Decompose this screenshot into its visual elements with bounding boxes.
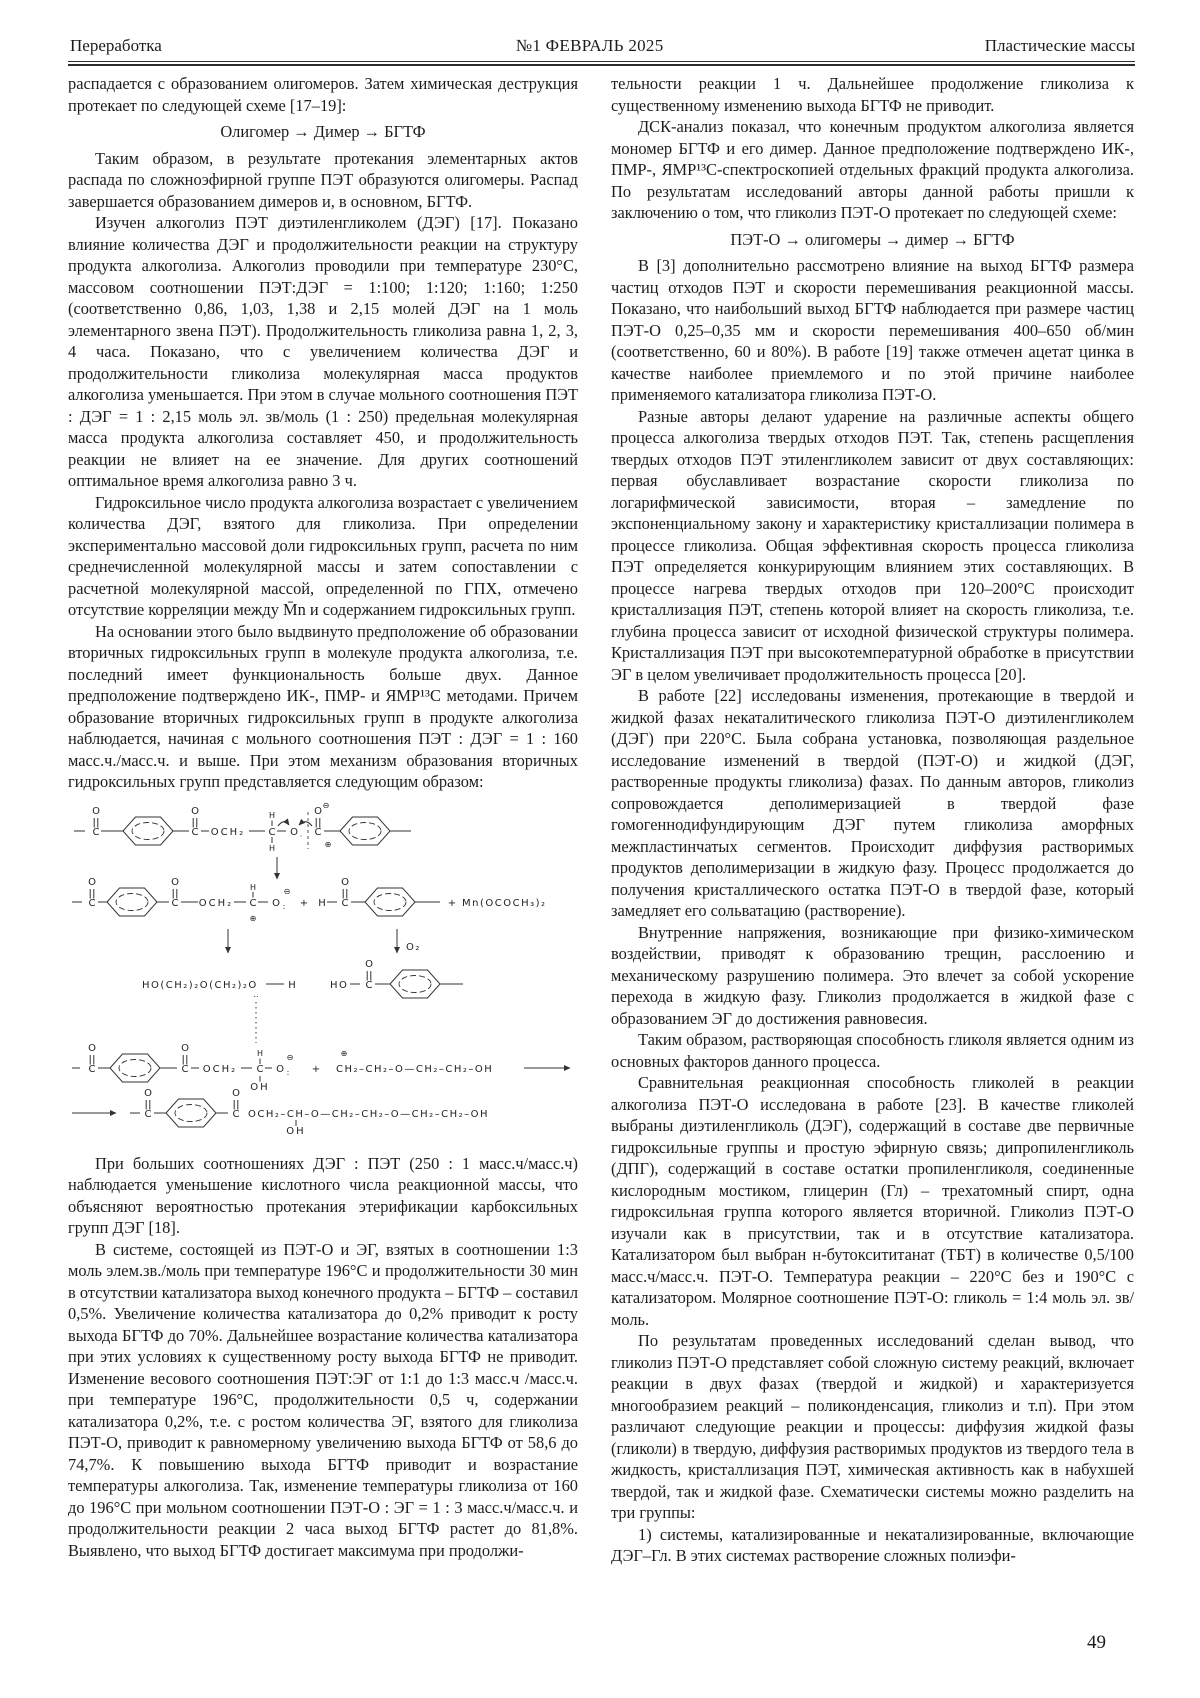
svg-text:H: H: [288, 979, 296, 991]
page-header: [68, 36, 1135, 58]
two-column-body: [68, 73, 1135, 1567]
svg-text::: :: [282, 901, 286, 911]
svg-text:HO(CH₂)₂O(CH₂)₂O: HO(CH₂)₂O(CH₂)₂O: [142, 979, 258, 991]
svg-text:C: C: [341, 897, 349, 909]
svg-text:C: C: [191, 826, 199, 838]
svg-text:⊖: ⊖: [283, 886, 291, 896]
svg-text:⊖: ⊖: [286, 1052, 294, 1062]
svg-text:OCH₂: OCH₂: [198, 897, 234, 909]
svg-text:C: C: [249, 897, 257, 909]
paragraph: В системе, состоящей из ПЭТ-О и ЭГ, взятых в соотношении 1:3 моль элем.зв./моль при температуре 196°С и продолжительности 30 мин в отсутствии катализатора выход конечного продукта – БГТФ – составил 0,5%. Увеличение количества катализатора до 0,2% приводит к росту выхода БГТФ до 70%. Дальнейшее возрастание количества катализатора при этих условиях к существенному росту выхода БГТФ не приводит. Изменение весового соотношения ПЭТ:ЭГ от 1:1 до 1:3 масс.ч /масс.ч. при температуре 196°С, продолжительности 0,5 ч, содержании катализатора 0,2%, т.е. с ростом количества ЭГ, взятого для гликолиза ПЭТ-О, приводит к равномерному увеличению выхода БГТФ от 58,6 до 74,7%. К повышению выхода БГТФ приводит и возрастание температуры алкоголиза. Так, изменение температуры гликолиза от 160 до 196°С при мольном соотношении ПЭТ-О : ЭГ = 1 : 3 масс.ч/масс.ч. и продолжительности реакции 2 часа выход БГТФ растет до 81,8%. Выявлено, что выход БГТФ достигает максимума при продолжи-: [68, 1239, 578, 1560]
svg-text:+: +: [311, 1063, 321, 1075]
paragraph: 1) системы, катализированные и некатализированные, включающие ДЭГ–Гл. В этих системах растворение сложных полиэфи-: [611, 1524, 1134, 1565]
paragraph: При больших соотношениях ДЭГ : ПЭТ (250 : 1 масс.ч/масс.ч) наблюдается уменьшение кислотного числа реакционной массы, что объясняют вероятностью протекания этерификации карбоксильных групп ДЭГ [18].: [68, 1153, 578, 1237]
paragraph: В [3] дополнительно рассмотрено влияние на выход БГТФ размера частиц отходов ПЭТ и скорости перемешивания реакционной массы. Показано, что наибольший выход БГТФ наблюдается при размере частиц ПЭТ-О 0,25–0,35 мм и скорости перемешивания 400–650 об/мин (соответственно, 60 и 80%). В работе [19] также отмечен ацетат цинка в качестве наиболее приемлемого и по этой причине наиболее применяемого катализатора гликолиза ПЭТ-О.: [611, 256, 1134, 404]
svg-text:HO: HO: [330, 979, 349, 991]
svg-text:OCH₂–CH–O—CH₂–CH₂–O—CH₂–CH₂–OH: OCH₂–CH–O—CH₂–CH₂–O—CH₂–CH₂–OH: [248, 1108, 490, 1120]
benzene-rings: [107, 817, 440, 1127]
svg-text:C: C: [256, 1063, 264, 1075]
paragraph: На основании этого было выдвинуто предположение об образовании вторичных гидроксильных групп в молекуле продукта алкоголиза, т.е. последний имеет функциональность больше двух. Данное предположение подтверждено ИК-, ПМР- и ЯМР¹³С методами. Причем образование вторичных гидроксильных групп в продукте алкоголиза наблюдается, начиная с мольного соотношения ПЭТ : ДЭГ = 1 : 160 масс.ч./масс.ч. и выше. При этом механизм образования вторичных гидроксильных групп представляется следующим образом:: [68, 621, 578, 791]
svg-text::: :: [286, 1067, 290, 1077]
svg-text:C: C: [88, 1063, 96, 1075]
svg-text:C: C: [181, 1063, 189, 1075]
svg-text:H: H: [318, 897, 326, 909]
reaction-scheme-text: Олигомер → Димер → БГТФ: [220, 122, 426, 141]
reaction-scheme-svg: [68, 799, 583, 1144]
svg-text:·: ·: [299, 831, 303, 841]
svg-text:O: O: [181, 1042, 189, 1054]
svg-text:⊖: ⊖: [322, 800, 330, 810]
right-column: [611, 73, 1134, 1567]
paragraph: По результатам проведенных исследований сделан вывод, что гликолиз ПЭТ-О представляет собой сложную систему реакций, включает реакции в двух фазах (твердой и жидкой) и характеризуется многообразием реакций – поликонденсация, гликолиз и т.п). При этом различают следующие реакции и процессы: диффузия жидкой фазы (гликоли) в твердую, диффузия растворимых продуктов из твердого тела в жидкость, кристаллизация ПЭТ, химическая активность как в набухшей твердой, так и жидкой фазе. Схематически системы можно разделить на три группы:: [611, 1331, 1134, 1522]
svg-text:OH: OH: [250, 1081, 270, 1093]
header-issue: №1 ФЕВРАЛЬ 2025: [515, 36, 664, 55]
header-rule: [68, 61, 1135, 66]
svg-text:⊕: ⊕: [340, 1048, 348, 1058]
svg-text:H: H: [268, 843, 276, 853]
paragraph: В работе [22] исследованы изменения, протекающие в твердой и жидкой фазах некаталитического гликолиза ПЭТ-О диэтиленгликолем (ДЭГ) при 220°С. Была собрана установка, позволяющая раздельное исследование изменений в твердой (ПЭТ-О) и жидкой (ДЭГ, растворенные продукты гликолиза) фазах. По данным авторов, гликолиз сопровождается деполимеризацией в твердой фазе гомогеннодифундирующим ДЭГ путем гликолиза аморфных межпластинчатых сегментов. Происходит диффузия растворимых продуктов деполимеризации в жидкую фазу. Процесс продолжается до получения кристаллического остатка ПЭТ-О в твердой фазе, который замедляет его сольватацию (растворение).: [611, 686, 1134, 920]
svg-text:C: C: [365, 979, 373, 991]
paragraph: тельности реакции 1 ч. Дальнейшее продолжение гликолиза к существенному изменению выхода БГТФ не приводит.: [611, 74, 1134, 115]
svg-text:‥: ‥: [253, 989, 259, 999]
bonds: [72, 812, 570, 1126]
header-journal-title: Пластические массы: [984, 36, 1135, 55]
svg-text:C: C: [88, 897, 96, 909]
svg-text:C: C: [314, 826, 322, 838]
header-section-title: Переработка: [70, 36, 162, 55]
svg-text:⊕: ⊕: [324, 839, 332, 849]
svg-text:Mn(OCOCH₃)₂: Mn(OCOCH₃)₂: [462, 897, 547, 909]
svg-text:OCH₂: OCH₂: [202, 1063, 238, 1075]
svg-text:H: H: [249, 882, 257, 892]
svg-text:C: C: [144, 1108, 152, 1120]
page-number: 49: [1087, 1632, 1106, 1653]
svg-text:OH: OH: [286, 1125, 306, 1137]
svg-text:C: C: [268, 826, 276, 838]
svg-text:O: O: [144, 1087, 152, 1099]
svg-text:⊕: ⊕: [249, 913, 257, 923]
paragraph: Сравнительная реакционная способность гликолей в реакции алкоголиза ПЭТ-О исследована в работе [23]. В качестве гликолей выбраны диэтиленгликоль (ДЭГ), содержащий в составе две первичные гидроксильные группы и простую эфирную связь; дипропиленгликоль (ДПГ), содержащий в составе остатки пропиленгликоля, соединенные кислородным мостиком, глицерин (Гл) – трехатомный спирт, одна гидроксильная группа которого является вторичной. Гликолиз ПЭТ-О изучали как в присутствии, так и в отсутствие катализатора. Катализатором был выбран н-бутоксититанат (ТБТ) в количестве 0,5/100 масс.ч/масс.ч. ПЭТ-О. Температура реакции – 220°С без и 190°С с катализатором. Молярное соотношение ПЭТ-О: гликоль = 1:4 моль эл. зв/моль.: [611, 1073, 1134, 1329]
paragraph: Разные авторы делают ударение на различные аспекты общего процесса алкоголиза твердых отходов ПЭТ. Так, степень расщепления твердых отходов ПЭТ этиленгликолем зависит от двух составляющих: первая обуславливает возрастание скорости гликолиза по логарифмической зависимости, вторая – замедление по экспоненциальному закону и характеристику кристаллизации полимера в процессе гликолиза. Общая эффективная скорость процесса гликолиза ПЭТ определяется конкурирующим влиянием этих составляющих. В процессе нагрева твердых отходов при 120–200°С происходит кристаллизация ПЭТ, степень которой влияет на скорость гликолиза, т.е. глубина процесса зависит от исходной физической структуры полимера. Кристаллизация ПЭТ при высокотемпературной обработке в присутствии ЭГ в целом увеличивает продолжительность процесса [20].: [611, 406, 1134, 684]
svg-text:O: O: [276, 1063, 284, 1075]
paragraph: Таким образом, растворяющая способность гликоля является одним из основных факторов данного процесса.: [611, 1030, 1134, 1071]
svg-text:O: O: [290, 826, 298, 838]
paragraph: Изучен алкоголиз ПЭТ диэтиленгликолем (ДЭГ) [17]. Показано влияние количества ДЭГ и продолжительности реакции на структуру продукта алкоголиза. Алкоголиз проводили при температуре 230°С, массовом соотношении ПЭТ:ДЭГ = 1:100; 1:120; 1:160; 1:250 (соответственно 0,86, 1,03, 1,38 и 2,15 молей ДЭГ на 1 моль элементарного звена ПЭТ). Продолжительность гликолиза равна 1, 2, 3, 4 часа. Показано, что с увеличением количества ДЭГ и продолжительности гликолиза молекулярная масса продуктов алкоголиза уменьшается. При этом в случае мольного соотношения ПЭТ : ДЭГ = 1 : 2,15 моль эл. зв/моль (1 : 250) предельная молекулярная масса продукта алкоголиза составляет 450, и продолжительность реакции не влияет на ее значение. Для других соотношений оптимальное время алкоголиза равно 3 ч.: [68, 213, 578, 490]
svg-text:C: C: [92, 826, 100, 838]
svg-text:O: O: [88, 1042, 96, 1054]
paragraph: ДСК-анализ показал, что конечным продуктом алкоголиза является мономер БГТФ и его димер. Данное предположение подтверждено ИК-, ПМР-, ЯМР¹³С-спектроскопией отдельных фракций продукта алкоголиза. По результатам исследований авторы данной работы пришли к заключению о том, что гликолиз ПЭТ-О протекает по следующей схеме:: [611, 117, 1134, 222]
svg-text:+: +: [447, 897, 457, 909]
paragraph: Гидроксильное число продукта алкоголиза возрастает с увеличением количества ДЭГ, взятого для гликолиза. При определении экспериментально массовой доли гидроксильных групп, расчета по ним среднечисленной молекулярной массы и затем сопоставлении с расчетной молекулярной массой, определенной по ГПХ, отмечено отсутствие корреляции между M̄n и содержанием гидроксильных групп.: [68, 492, 578, 619]
paragraph: Внутренние напряжения, возникающие при физико-химическом воздействии, приводят к образованию трещин, расслоению и механическому разрушению полимера. Это влечет за собой ускорение перехода в жидкую фазу. Гликолиз продолжается в жидкой фазе с образованием ЭГ до достижения равновесия.: [611, 922, 1134, 1028]
svg-text:O: O: [341, 876, 349, 888]
svg-text:O: O: [88, 876, 96, 888]
chemical-mechanism-diagram: [68, 799, 578, 1149]
left-column: [68, 73, 578, 1567]
svg-text:H: H: [268, 810, 276, 820]
svg-text:C: C: [232, 1108, 240, 1120]
svg-text:OCH₂: OCH₂: [210, 826, 246, 838]
paragraph: распадается с образованием олигомеров. Затем химическая деструкция протекает по следующей схеме [17–19]:: [68, 74, 578, 115]
svg-text:O₂: O₂: [406, 941, 421, 953]
paragraph: Таким образом, в результате протекания элементарных актов распада по сложноэфирной группе ПЭТ образуются олигомеры. Распад завершается образованием димеров и, в основном, БГТФ.: [68, 148, 578, 211]
svg-text:O: O: [365, 958, 373, 970]
svg-text:H: H: [256, 1048, 264, 1058]
svg-text:O: O: [314, 805, 322, 817]
svg-text:C: C: [171, 897, 179, 909]
diagram-atom-labels: [88, 801, 546, 1137]
svg-text:+: +: [299, 897, 309, 909]
svg-text:O: O: [272, 897, 280, 909]
svg-text:O: O: [232, 1087, 240, 1099]
svg-text:CH₂–CH₂–O—CH₂–CH₂–OH: CH₂–CH₂–O—CH₂–CH₂–OH: [336, 1063, 494, 1075]
svg-text:O: O: [191, 805, 199, 817]
svg-text:O: O: [92, 805, 100, 817]
svg-text:O: O: [171, 876, 179, 888]
reaction-scheme-text: ПЭТ-О → олигомеры → димер → БГТФ: [730, 229, 1015, 249]
